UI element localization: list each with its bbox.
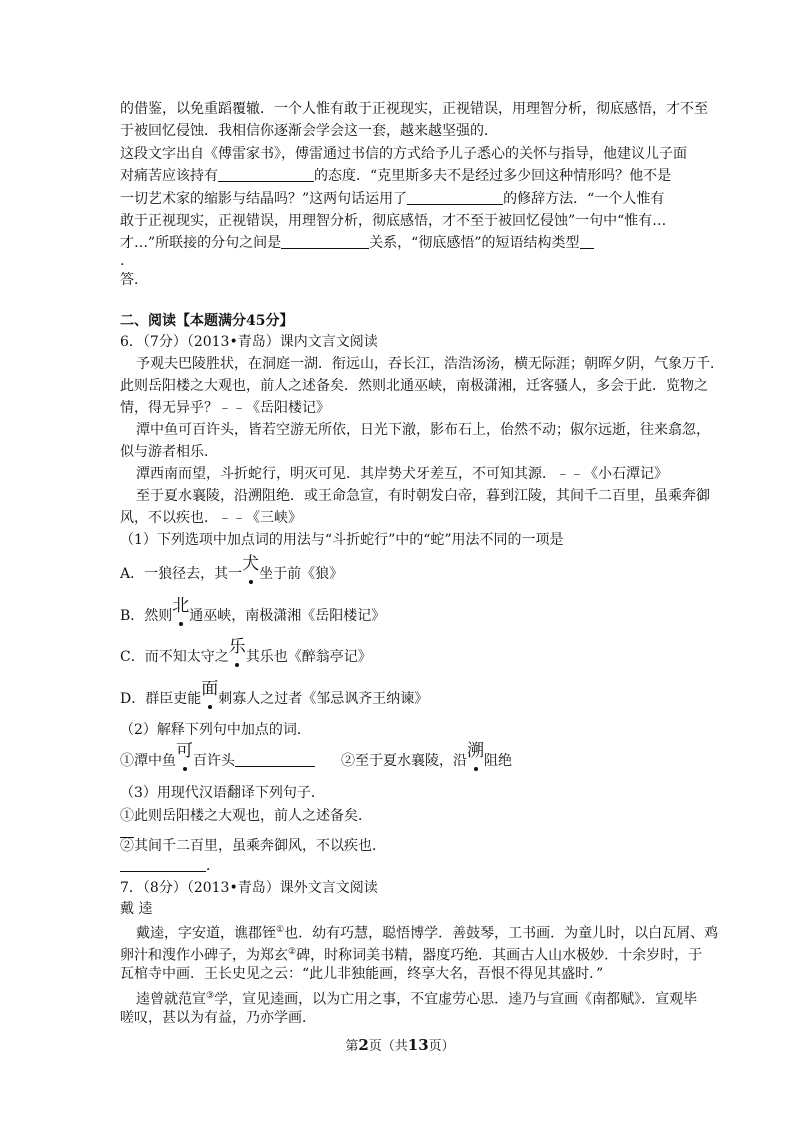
option-text: 通巫峡，南极潇湘《岳阳楼记》 [189, 608, 386, 624]
dotted-word: 面 [201, 679, 218, 699]
dotted-word: 可 [176, 741, 193, 761]
option-text: 其乐也《醉翁亭记》 [245, 649, 372, 665]
passage-line: 于被回忆侵蚀．我相信你逐渐会学会这一套，越来越坚强的． [120, 123, 498, 139]
passage-line: 潭中鱼可百许头，皆若空游无所依，日光下澈，影布石上，佁然不动；俶尔远逝，往来翕忽， [136, 422, 710, 438]
page-number: 2 [358, 1036, 369, 1054]
q5-text: 的修辞方法．“一个人惟有 [503, 191, 665, 207]
option-a[interactable] [120, 554, 344, 584]
question-heading: 7．（8分）（2013•青岛）课外文言文阅读 [120, 880, 378, 896]
translate-item: ①此则岳阳楼之大观也，前人之述备矣． [120, 808, 372, 824]
q5-line: 这段文字出自《傅雷家书》，傅雷通过书信的方式给予儿子悉心的关怀与指导，他建议儿子面 [120, 146, 687, 162]
question-heading: 6．（7分）（2013•青岛）课内文言文阅读 [120, 334, 378, 350]
passage-line: 的借鉴，以免重蹈覆辙．一个人惟有敢于正视现实，正视错误，用理智分析，彻底感悟，才不至 [120, 101, 708, 117]
passage-line: 情，得无异乎？﹣﹣《岳阳楼记》 [120, 400, 330, 416]
q5-line [120, 233, 594, 253]
option-d[interactable] [120, 679, 429, 709]
passage-line: 嗟叹，甚以为有益，乃亦学画． [120, 1010, 316, 1026]
passage-line: 予观夫巴陵胜状，在洞庭一湖．衔远山，吞长江，浩浩汤汤，横无际涯；朝晖夕阴，气象万千． [136, 356, 724, 372]
passage-line: 至于夏水襄陵，沿溯阻绝．或王命急宣，有时朝发白帝，暮到江陵，其间千二百里，虽乘奔御 [136, 488, 710, 504]
sub-question: （3）用现代汉语翻译下列句子． [120, 785, 325, 801]
option-text: 坐于前《狼》 [259, 566, 344, 582]
answer-label: 答． [120, 272, 148, 288]
passage-line: 瓦棺寺中画．王长史见之云：“此儿非独能画，终享大名，吾恨不得见其盛时．” [120, 966, 604, 982]
footnote-mark: ② [288, 947, 297, 957]
option-c[interactable] [120, 637, 372, 667]
option-text: C．而不知太守之 [120, 649, 229, 665]
answer-line[interactable]: ． [120, 856, 220, 876]
q5-line: 敢于正视现实，正视错误，用理智分析，彻底感悟，才不至于被回忆侵蚀”一句中“惟有… [120, 213, 667, 229]
q5-text: 一切艺术家的缩影与结晶吗？”这两句话运用了 [120, 191, 408, 207]
page-footer: 第2页（共13页） [345, 1036, 455, 1054]
passage-line: 风，不以疾也．﹣﹣《三峡》 [120, 510, 302, 526]
q5-line: . [120, 253, 125, 269]
answer-blank[interactable] [235, 751, 315, 767]
item-text: ①潭中鱼 [120, 753, 176, 769]
option-text: D．群臣吏能 [120, 691, 202, 707]
item-text: 阻绝 [484, 753, 512, 769]
translate-item: ②其间千二百里，虽乘奔御风，不以疾也． [120, 838, 386, 854]
passage-line: 此则岳阳楼之大观也，前人之述备矣．然则北通巫峡，南极潇湘，迁客骚人，多会于此．览物之 [120, 378, 708, 394]
answer-blank[interactable] [407, 189, 503, 205]
passage-line: 逵曾就范宣③学，宣见逵画，以为亡用之事，不宜虚劳心思．逵乃与宣画《南都赋》．宣观毕 [136, 991, 698, 1008]
q5-text: 的态度．“克里斯多夫不是经过多少回这种情形吗？他不是 [314, 168, 672, 184]
passage-title: 戴 逵 [120, 901, 153, 917]
answer-blank[interactable] [218, 166, 314, 182]
dotted-word: 犬 [242, 554, 259, 574]
answer-blank[interactable] [281, 233, 369, 249]
q5-text: 对痛苦应该持有 [120, 168, 218, 184]
q5-text: 才…”所联接的分句之间是 [120, 235, 282, 251]
q5-text: 关系，“彻底感悟”的短语结构类型 [369, 235, 580, 251]
passage-line: 戴逵，字安道，谯郡铚①也．幼有巧慧，聪悟博学．善鼓琴，工书画．为童儿时，以白瓦屑、鸡 [136, 925, 719, 942]
sub-question: （1）下列选项中加点词的用法与“斗折蛇行”中的“蛇”用法不同的一项是 [120, 532, 564, 548]
q5-line [120, 166, 671, 186]
answer-blank[interactable] [120, 856, 206, 872]
item-text: ②至于夏水襄陵，沿 [341, 753, 467, 769]
option-text: A．一狼径去，其一 [120, 566, 243, 582]
sub-question: （2）解释下列句中加点的词． [120, 722, 311, 738]
dotted-word: 乐 [229, 637, 246, 657]
q5-line [120, 189, 664, 209]
item-text: 百许头 [193, 753, 235, 769]
section-title: 二、阅读【本题满分45分】 [120, 313, 294, 329]
footnote-mark: ① [276, 925, 285, 935]
passage-line: 似与游者相乐． [120, 444, 218, 460]
footnote-mark: ③ [206, 991, 215, 1001]
sub-question-line [120, 741, 512, 771]
passage-line: 卵汁和溲作小碑子，为郑玄②碑，时称词美书精，器度巧绝．其画古人山水极妙．十余岁时，于 [120, 947, 703, 964]
answer-blank[interactable] [580, 233, 594, 249]
option-text: 刺寡人之过者《邹忌讽齐王纳谏》 [218, 691, 429, 707]
dotted-word: 北 [172, 596, 189, 616]
passage-line: 潭西南而望，斗折蛇行，明灭可见．其岸势犬牙差互，不可知其源．﹣﹣《小石潭记》 [136, 466, 668, 482]
dotted-word: 溯 [467, 741, 484, 761]
option-b[interactable] [120, 596, 386, 626]
option-text: B．然则 [120, 608, 173, 624]
page-total: 13 [407, 1036, 429, 1054]
